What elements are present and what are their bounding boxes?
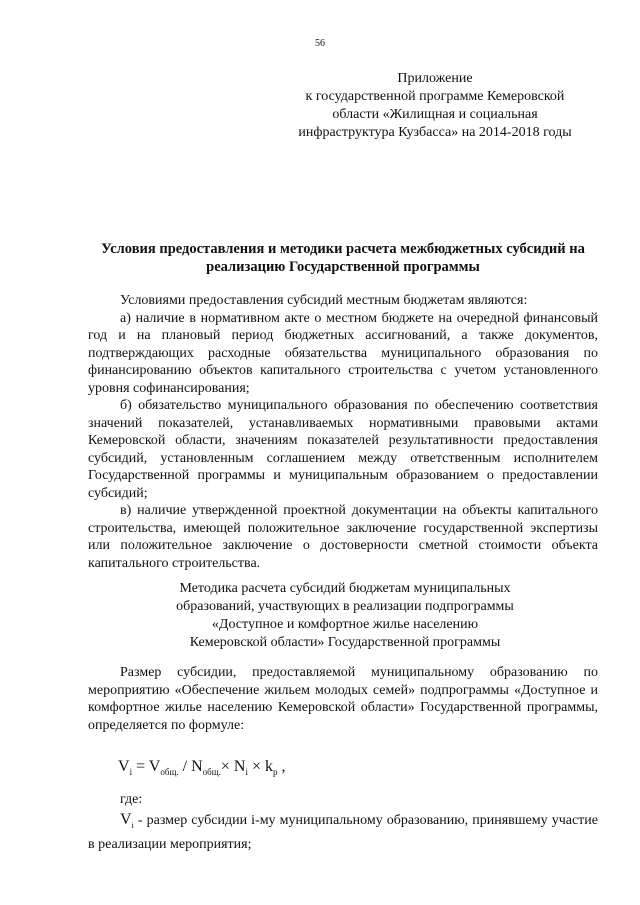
formula-times1: × N xyxy=(220,758,246,775)
condition-item-c: в) наличие утвержденной проектной документации на объекты капитального строительства, имеющей положительное заключение государственной экспертизы или положительное заключение о достоверности сметной стоимости объекта капитального строительства. xyxy=(88,503,598,571)
formula-v: V xyxy=(118,758,130,775)
formula-v2: V xyxy=(148,758,161,775)
conditions-section xyxy=(88,292,598,572)
definition-symbol xyxy=(120,810,134,835)
subsidy-size-text: Размер субсидии, предоставляемой муниципальному образованию по мероприятию «Обеспечение жильем молодых семей» подпрограммы «Доступное и комфортное жилье населению Кемеровской области» Государственной программы, определяется по формуле: xyxy=(88,665,598,733)
formula-v-sub: i xyxy=(129,767,133,778)
conditions-lead: Условиями предоставления субсидий местным бюджетам являются: xyxy=(120,293,528,308)
condition-item-a: а) наличие в нормативном акте о местном бюджете на очередной финансовый год и на плановый период бюджетных ассигнований, а также документов, подтверждающих расходные обязательства муниципального образования по финансированию объектов капитального строительства с учетом установленного уровня софинансирования; xyxy=(88,310,598,396)
where-label: где: xyxy=(120,792,143,807)
formula-eq: = xyxy=(132,758,149,775)
page-number: 56 xyxy=(315,38,325,49)
subsidy-size-paragraph xyxy=(88,664,598,734)
subsidy-formula xyxy=(118,758,286,777)
definition-symbol-sub: i xyxy=(131,821,134,831)
appendix-line: инфраструктура Кузбасса» на 2014-2018 годы xyxy=(298,125,572,140)
definition-vi xyxy=(88,810,598,854)
condition-item-b: б) обязательство муниципального образования по обеспечению соответствия значений показателей, устанавливаемых нормативными правовыми актами Кемеровской области, значениям показателей результативности предоставления субсидий, установленным соглашением между ответственным исполнителем Государственной программы и муниципальным образованием о предоставлении субсидий; xyxy=(88,398,598,501)
section-title: Условия предоставления и методики расчета межбюджетных субсидий на реализацию Государственной программы xyxy=(101,241,585,275)
formula-times2: × k xyxy=(248,758,274,775)
formula-v2-sub: общ. xyxy=(160,767,179,778)
method-title-line: образований, участвующих в реализации подпрограммы xyxy=(176,599,514,614)
appendix-header xyxy=(270,70,600,142)
formula-end: , xyxy=(277,758,286,775)
formula-k-sub: p xyxy=(273,767,278,778)
formula-n2-sub: i xyxy=(245,767,248,778)
method-title-line: «Доступное и комфортное жилье населению xyxy=(211,617,479,632)
method-title-line: Кемеровской области» Государственной программы xyxy=(189,635,501,650)
appendix-line: к государственной программе Кемеровской xyxy=(305,89,565,104)
appendix-line: области «Жилищная и социальная xyxy=(332,107,538,122)
method-title-line: Методика расчета субсидий бюджетам муниципальных xyxy=(179,581,511,596)
appendix-line: Приложение xyxy=(397,71,473,86)
method-title xyxy=(100,580,590,652)
formula-n-sub: общ. xyxy=(202,767,221,778)
formula-div: / N xyxy=(178,758,203,775)
definition-text: - размер субсидии i-му муниципальному образованию, принявшему участие в реализации мероприятия; xyxy=(88,813,598,853)
definition-symbol-letter: V xyxy=(120,811,132,828)
